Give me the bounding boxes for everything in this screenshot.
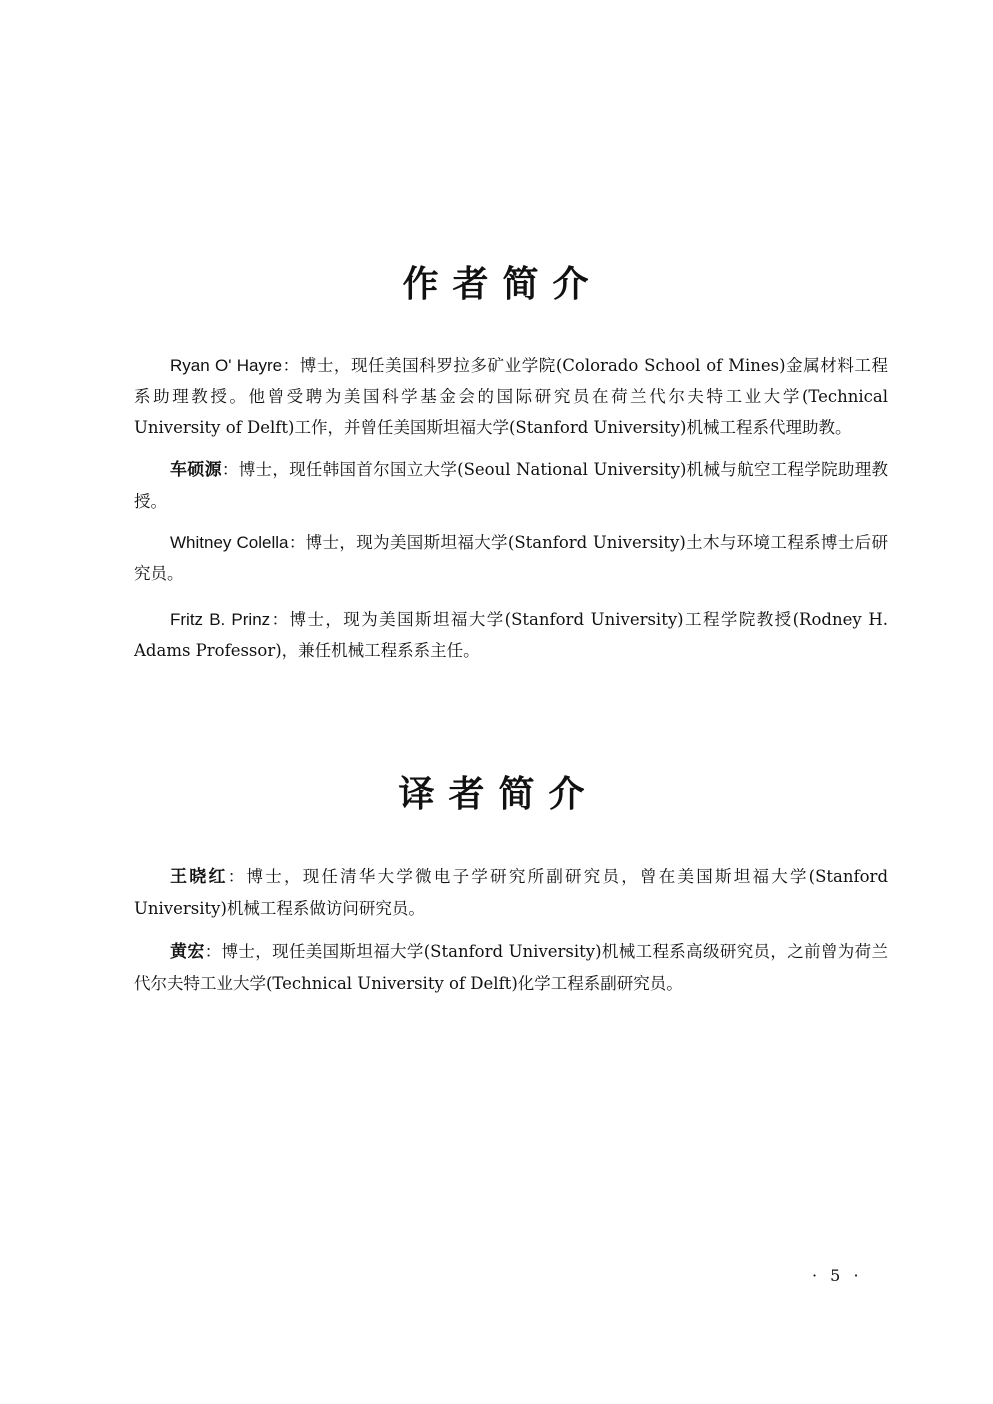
translator-bio-wang <box>134 861 888 924</box>
author-description: ：博士，现为美国斯坦福大学(Stanford University)工程学院教授(Rodney H. Adams Professor)，兼任机械工程系系主任。 <box>134 610 888 660</box>
author-name: Whitney Colella <box>170 533 289 552</box>
author-name: 车硕源 <box>170 460 222 480</box>
author-bio-cha <box>134 454 888 517</box>
author-name: Ryan O' Hayre <box>170 356 283 375</box>
author-bio-ohayre <box>134 350 888 443</box>
translator-bio-huang <box>134 936 888 999</box>
translator-name: 黄宏 <box>170 942 205 962</box>
author-description: ：博士，现为美国斯坦福大学(Stanford University)土木与环境工程系博士后研究员。 <box>134 533 888 583</box>
author-bio-prinz <box>134 604 888 666</box>
authors-section-title: 作者简介 <box>402 263 603 305</box>
page-number: · 5 · <box>812 1266 863 1285</box>
translator-name: 王晓红 <box>170 867 228 887</box>
translator-description: ：博士，现任清华大学微电子学研究所副研究员，曾在美国斯坦福大学(Stanford University)机械工程系做访问研究员。 <box>134 867 889 918</box>
author-name: Fritz B. Prinz <box>170 610 271 629</box>
author-bio-colella <box>134 527 888 589</box>
translators-section-title: 译者简介 <box>398 773 599 815</box>
author-description: ：博士，现任美国科罗拉多矿业学院(Colorado School of Mines)金属材料工程系助理教授。他曾受聘为美国科学基金会的国际研究员在荷兰代尔夫特工业大学(Technical University of Delft)工作，并曾任美国斯坦福大学(Stanford University)机械工程系代理助教。 <box>134 356 888 437</box>
translator-description: ：博士，现任美国斯坦福大学(Stanford University)机械工程系高级研究员，之前曾为荷兰代尔夫特工业大学(Technical University of Delft)化学工程系副研究员。 <box>134 942 888 993</box>
author-description: ：博士，现任韩国首尔国立大学(Seoul National University)机械与航空工程学院助理教授。 <box>134 460 889 511</box>
